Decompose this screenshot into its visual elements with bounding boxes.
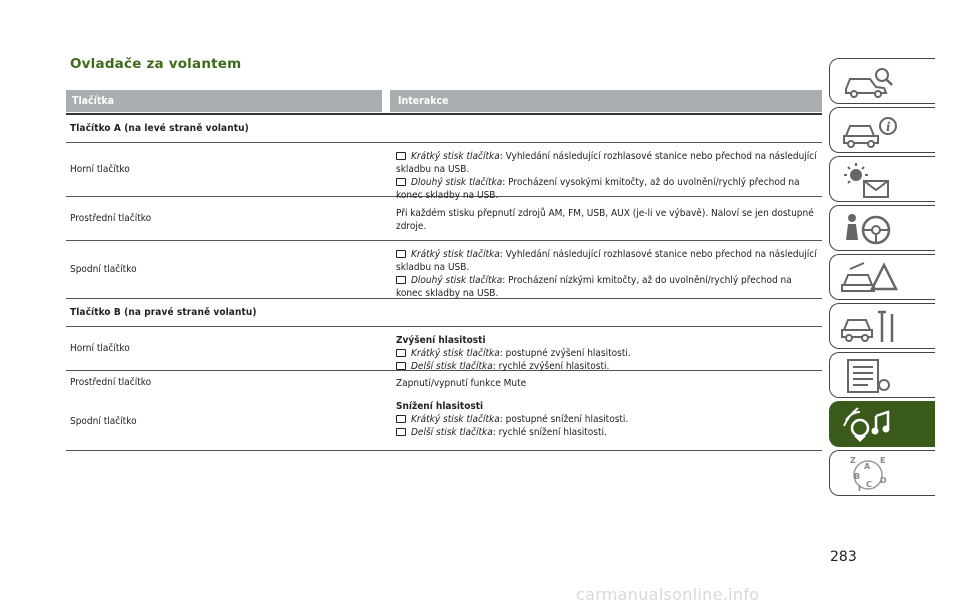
tab-warning-lights[interactable] [829, 156, 935, 202]
table-row [66, 393, 822, 451]
description: Při každém stisku přepnutí zdrojů AM, FM, USB, AUX (je-li ve výbavě). Naloví se jen dostupné zdroje. [396, 207, 814, 232]
row-interaction [390, 143, 822, 201]
page-number: 283 [830, 549, 857, 565]
table-row [66, 241, 822, 299]
bullet-square-icon [396, 349, 406, 357]
press-action: : postupné zvýšení hlasitosti. [499, 348, 631, 359]
section-title: Tlačítko A (na levé straně volantu) [66, 115, 822, 143]
svg-text:E: E [880, 456, 886, 465]
subheading: Snížení hlasitosti [396, 401, 484, 412]
car-wrench-icon [840, 308, 900, 346]
row-label: Prostřední tlačítko [70, 376, 152, 388]
chapter-tabs [829, 58, 935, 499]
car-info-icon [840, 112, 900, 150]
row-label: Spodní tlačítko [70, 264, 137, 275]
table-row [66, 371, 822, 393]
description: Zapnutí/vypnutí funkce Mute [396, 377, 527, 389]
svg-text:D: D [880, 476, 887, 485]
press-type: Dlouhý stisk tlačítka [411, 177, 503, 188]
press-type: Delší stisk tlačítka [411, 427, 493, 438]
section-title: Tlačítko B (na pravé straně volantu) [66, 299, 822, 327]
bullet-square-icon [396, 415, 406, 423]
bullet-square-icon [396, 362, 406, 370]
press-type: Delší stisk tlačítka [411, 361, 493, 372]
bullet-item [396, 274, 818, 300]
bullet-square-icon [396, 276, 406, 284]
multimedia-music-icon [840, 406, 900, 444]
spec-list-icon [840, 357, 900, 395]
tab-car-search[interactable] [829, 58, 935, 104]
warning-lights-message-icon [840, 161, 900, 199]
header-buttons: Tlačítka [66, 90, 382, 112]
bullet-item [396, 150, 818, 176]
bullet-square-icon [396, 428, 406, 436]
svg-text:C: C [866, 480, 872, 489]
table-body [66, 115, 822, 451]
subheading: Zvýšení hlasitosti [396, 335, 486, 346]
bullet-square-icon [396, 152, 406, 160]
bullet-item [396, 248, 818, 274]
alphabet-index-icon [840, 455, 900, 493]
row-interaction [390, 327, 822, 370]
svg-text:B: B [854, 472, 861, 481]
tab-seatbelt-steering[interactable] [829, 205, 935, 251]
press-action: : Vyhledání následující rozhlasové stanice nebo přechod na následující skladbu na USB. [396, 249, 817, 273]
svg-text:Z: Z [850, 456, 856, 465]
tab-multimedia[interactable] [829, 401, 935, 447]
press-type: Krátký stisk tlačítka [411, 249, 500, 260]
row-label: Prostřední tlačítko [70, 213, 152, 224]
press-action: : Procházení nízkými kmitočty, až do uvolnění/rychlý přechod na konec skladby na USB. [396, 275, 792, 299]
tab-alphabet-index[interactable] [829, 450, 935, 496]
watermark: carmanualsonline.info [576, 585, 760, 604]
bullet-square-icon [396, 178, 406, 186]
press-type: Krátký stisk tlačítka [411, 151, 500, 162]
tab-car-triangle[interactable] [829, 254, 935, 300]
controls-table [66, 90, 822, 451]
row-interaction [390, 371, 822, 393]
header-interaction: Interakce [390, 90, 822, 112]
press-type: Dlouhý stisk tlačítka [411, 275, 503, 286]
press-action: : Vyhledání následující rozhlasové stanice nebo přechod na následující skladbu na USB. [396, 151, 817, 175]
car-search-icon [840, 63, 900, 101]
seatbelt-steering-icon [840, 210, 900, 248]
table-row [66, 327, 822, 371]
svg-text:i: i [886, 120, 891, 134]
row-interaction [390, 241, 822, 298]
press-action: : Procházení vysokými kmitočty, až do uvolnění/rychlý přechod na konec skladby na USB. [396, 177, 800, 201]
car-triangle-icon [840, 259, 900, 297]
press-action: : rychlé zvýšení hlasitosti. [492, 361, 610, 372]
row-interaction [390, 393, 822, 450]
page-heading: Ovladače za volantem [70, 56, 242, 72]
table-row [66, 143, 822, 201]
svg-text:A: A [864, 462, 871, 471]
row-label: Horní tlačítko [70, 164, 130, 175]
bullet-item [396, 413, 818, 426]
press-type: Krátký stisk tlačítka [411, 414, 500, 425]
svg-text:I: I [858, 484, 861, 493]
bullet-item [396, 426, 818, 439]
press-type: Krátký stisk tlačítka [411, 348, 500, 359]
table-row [66, 197, 822, 241]
tab-car-info[interactable] [829, 107, 935, 153]
tab-car-wrench[interactable] [829, 303, 935, 349]
tab-spec-list[interactable] [829, 352, 935, 398]
bullet-item [396, 347, 818, 360]
row-label: Horní tlačítko [70, 343, 130, 354]
press-action: : rychlé snížení hlasitosti. [492, 427, 607, 438]
bullet-square-icon [396, 250, 406, 258]
row-interaction [390, 197, 822, 240]
table-header [66, 90, 822, 112]
row-label: Spodní tlačítko [70, 416, 137, 427]
press-action: : postupné snížení hlasitosti. [499, 414, 629, 425]
